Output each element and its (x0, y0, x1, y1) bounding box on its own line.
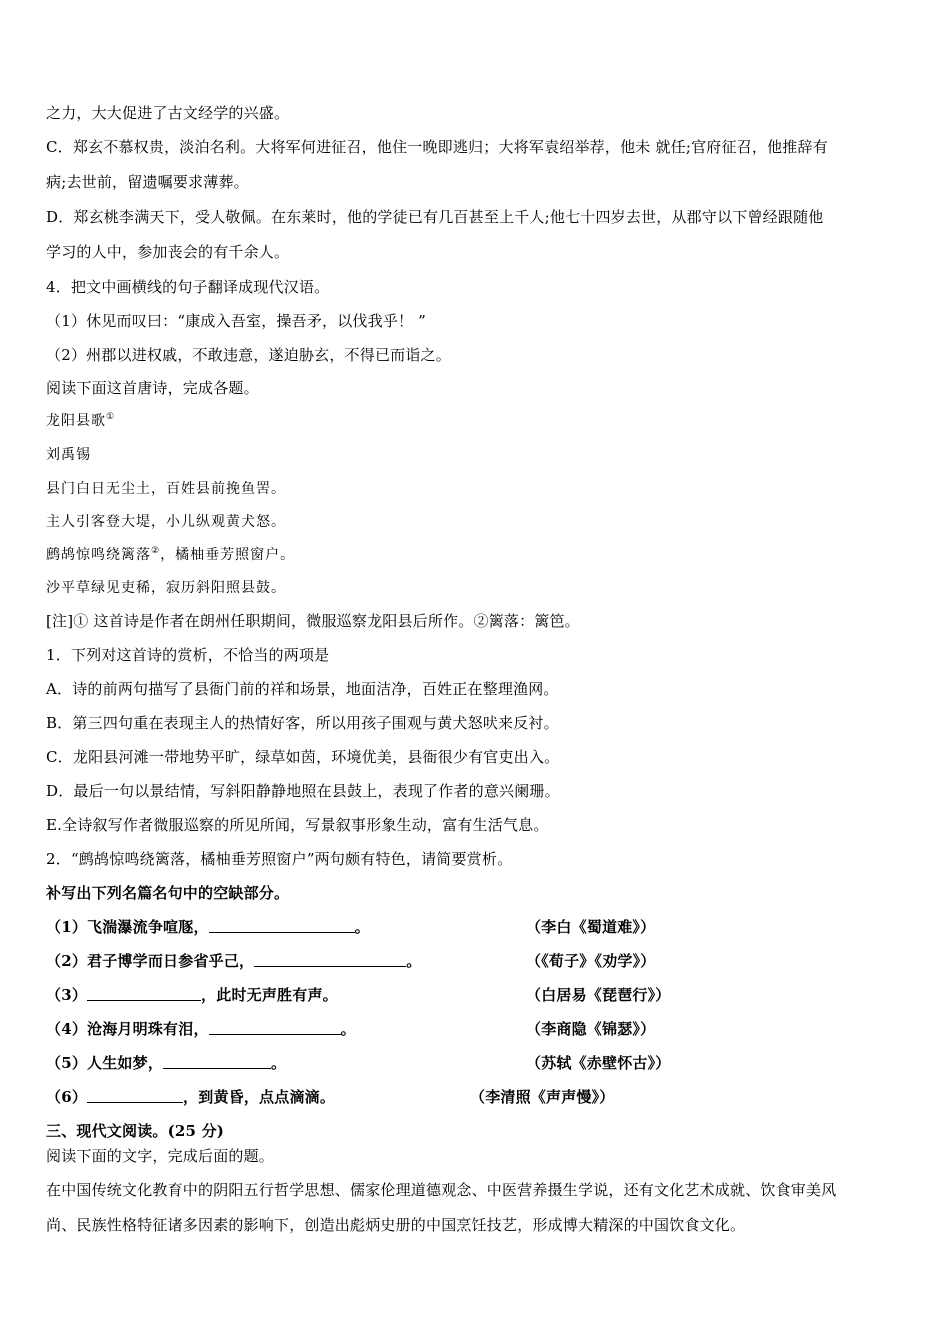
answer-blank[interactable] (209, 917, 355, 933)
fill-blank-heading: 补写出下列名篇名句中的空缺部分。 (46, 884, 290, 902)
fill-blank-question (46, 917, 370, 937)
fill-blank-item-4 (46, 1019, 910, 1039)
answer-blank[interactable] (254, 951, 406, 967)
question-4-sentence-2: （2）州郡以进权戚，不敢违意，遂迫胁玄，不得已而诣之。 (46, 346, 451, 364)
poem-author: 刘禹锡 (46, 447, 91, 463)
answer-blank[interactable] (87, 985, 201, 1001)
fill-blank-source: （李商隐《锦瑟》） (526, 1020, 656, 1038)
answer-blank[interactable] (163, 1053, 271, 1069)
option-c-line2: 病;去世前，留遗嘱要求薄葬。 (46, 173, 249, 191)
poem-option-e: E.全诗叙写作者微服巡察的所见所闻，写景叙事形象生动，富有生活气息。 (46, 816, 549, 834)
poem-title-footnote-mark: ① (106, 412, 116, 422)
fill-blank-item-5 (46, 1053, 910, 1073)
fill-blank-suffix: 。 (354, 918, 370, 936)
fill-blank-source: （苏轼《赤壁怀古》） (526, 1054, 671, 1072)
fill-blank-suffix: 。 (406, 952, 422, 970)
section-3-paragraph-line1: 在中国传统文化教育中的阴阳五行哲学思想、儒家伦理道德观念、中医营养摄生学说，还有文化艺术成就、饮食审美风 (46, 1181, 837, 1199)
poem-intro: 阅读下面这首唐诗，完成各题。 (46, 379, 259, 397)
poem-line-2: 主人引客登大堤，小儿纵观黄犬怒。 (46, 514, 286, 530)
poem-line-3-footnote-mark: ② (151, 546, 161, 556)
fill-blank-suffix: ，此时无声胜有声。 (201, 986, 338, 1004)
poem-title (46, 411, 910, 431)
question-4-stem: 4．把文中画横线的句子翻译成现代汉语。 (46, 278, 330, 296)
poem-note: [注]① 这首诗是作者在朗州任职期间，微服巡察龙阳县后所作。②篱落：篱笆。 (46, 612, 580, 630)
fill-blank-prefix: （2）君子博学而日参省乎己， (46, 952, 255, 970)
poem-line-3-part-b: ，橘柚垂芳照窗户。 (160, 547, 296, 563)
fill-blank-item-6 (46, 1087, 910, 1107)
fill-blank-source: （李清照《声声慢》） (470, 1088, 615, 1106)
poem-option-c: C．龙阳县河滩一带地势平旷，绿草如茵，环境优美，县衙很少有官吏出入。 (46, 748, 560, 766)
answer-blank[interactable] (87, 1087, 183, 1103)
answer-blank[interactable] (209, 1019, 341, 1035)
fill-blank-suffix: ，到黄昏，点点滴滴。 (183, 1088, 336, 1106)
poem-option-d: D．最后一句以景结情，写斜阳静静地照在县鼓上，表现了作者的意兴阑珊。 (46, 782, 560, 800)
fill-blank-item-3 (46, 985, 910, 1005)
fill-blank-prefix: （5）人生如梦， (46, 1054, 164, 1072)
fill-blank-question (46, 1087, 335, 1107)
option-d-line1: D．郑玄桃李满天下，受人敬佩。在东莱时，他的学徒已有几百甚至上千人;他七十四岁去世，从郡守以下曾经跟随他 (46, 208, 824, 226)
fill-blank-prefix: （6） (46, 1088, 88, 1106)
option-c-line1: C．郑玄不慕权贵，淡泊名利。大将军何进征召，他住一晚即逃归；大将军袁绍举荐，他未 就任;官府征召，他推辞有 (46, 138, 828, 156)
poem-line-1: 县门白日无尘土，百姓县前挽鱼罟。 (46, 481, 286, 497)
poem-question-2: 2．“鹧鸪惊鸣绕篱落，橘柚垂芳照窗户”两句颇有特色，请简要赏析。 (46, 850, 513, 868)
fill-blank-suffix: 。 (271, 1054, 287, 1072)
option-d-line2: 学习的人中，参加丧会的有千余人。 (46, 243, 290, 261)
fill-blank-prefix: （3） (46, 986, 88, 1004)
poem-option-a: A．诗的前两句描写了县衙门前的祥和场景，地面洁净，百姓正在整理渔网。 (46, 680, 559, 698)
fill-blank-source: （《荀子》《劝学》） (526, 952, 656, 970)
poem-question-1: 1．下列对这首诗的赏析，不恰当的两项是 (46, 646, 330, 664)
fill-blank-question (46, 1019, 356, 1039)
fill-blank-suffix: 。 (340, 1020, 356, 1038)
section-3-heading: 三、现代文阅读。(25 分) (46, 1122, 225, 1140)
passage-ending: 之力，大大促进了古文经学的兴盛。 (46, 104, 290, 122)
fill-blank-item-1 (46, 917, 910, 937)
poem-title-text: 龙阳县歌 (46, 413, 106, 429)
fill-blank-source: （李白《蜀道难》） (526, 918, 656, 936)
fill-blank-question (46, 951, 421, 971)
section-3-paragraph-line2: 尚、民族性格特征诸多因素的影响下，创造出彪炳史册的中国烹饪技艺，形成博大精深的中国饮食文化。 (46, 1216, 746, 1234)
fill-blank-prefix: （4）沧海月明珠有泪， (46, 1020, 209, 1038)
fill-blank-item-2 (46, 951, 910, 971)
fill-blank-question (46, 1053, 286, 1073)
question-4-sentence-1: （1）休见而叹曰：“康成入吾室，操吾矛，以伐我乎！ ” (46, 312, 427, 330)
fill-blank-source: （白居易《琵琶行》） (526, 986, 671, 1004)
fill-blank-prefix: （1）飞湍瀑流争喧豗， (46, 918, 209, 936)
poem-line-4: 沙平草绿见吏稀，寂历斜阳照县鼓。 (46, 580, 286, 596)
poem-line-3 (46, 545, 910, 565)
poem-line-3-part-a: 鹧鸪惊鸣绕篱落 (46, 547, 151, 563)
poem-option-b: B．第三四句重在表现主人的热情好客，所以用孩子围观与黄犬怒吠来反衬。 (46, 714, 559, 732)
fill-blank-question (46, 985, 338, 1005)
section-3-intro: 阅读下面的文字，完成后面的题。 (46, 1147, 275, 1165)
